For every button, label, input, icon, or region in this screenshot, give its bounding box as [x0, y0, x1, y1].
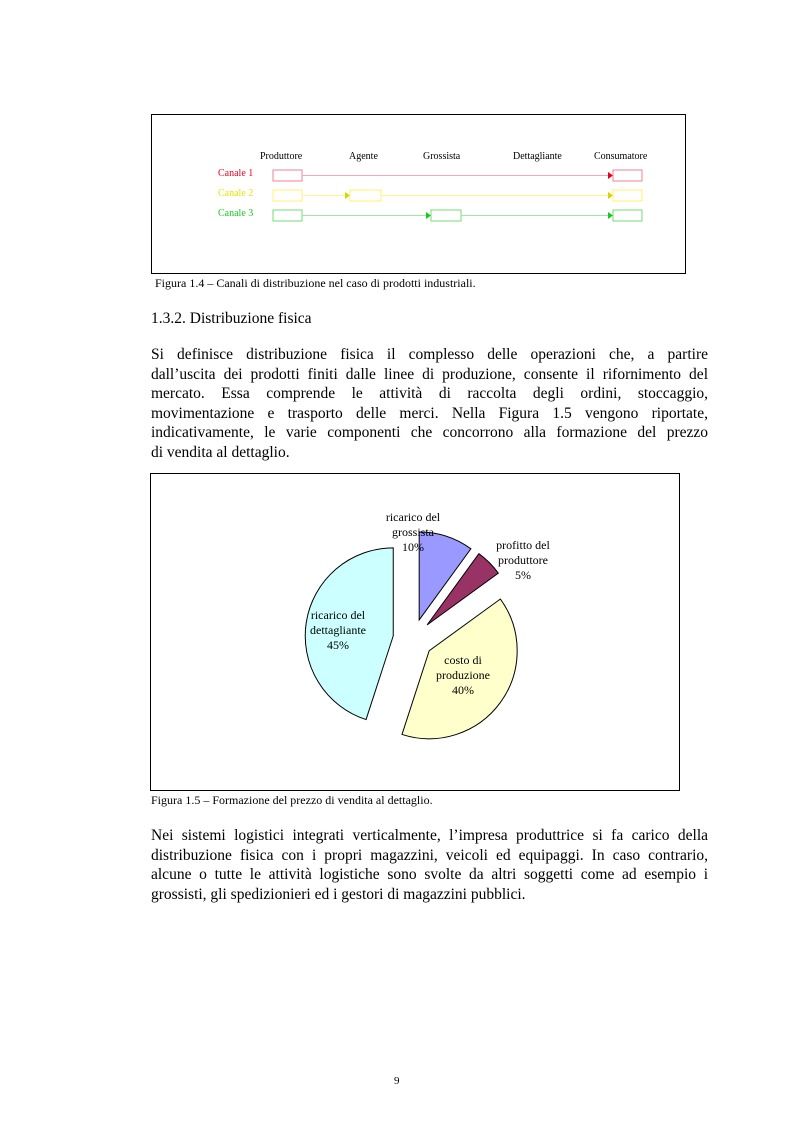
paragraph-1-line: Si definisce distribuzione fisica il complesso delle operazioni che, a partire	[151, 346, 708, 363]
price-pie-chart	[151, 474, 679, 790]
pie-label-ricarico-del-dettagliante: ricarico del dettagliante 45%	[310, 608, 366, 652]
channel-1-flow	[273, 170, 642, 181]
channel-3-box-grossista	[431, 210, 461, 221]
paragraph-2	[151, 826, 708, 904]
paragraph-1	[151, 345, 708, 462]
paragraph-2-line: alcune o tutte le attività logistiche sono svolte da altri soggetti come ad esempio i	[151, 866, 708, 883]
paragraph-1-line: indicativamente, le varie componenti che concorrono alla formazione del prezzo	[151, 424, 708, 441]
channel-3-label: Canale 3	[218, 208, 254, 219]
header-agente: Agente	[349, 151, 378, 162]
price-pie-figure	[150, 473, 680, 791]
channel-1-box-produttore	[273, 170, 302, 181]
channel-2-box-consumatore	[613, 190, 642, 201]
channel-2-flow	[273, 190, 642, 201]
header-grossista: Grossista	[423, 151, 461, 162]
channel-3-box-consumatore	[613, 210, 642, 221]
channel-3-box-produttore	[273, 210, 302, 221]
paragraph-2-line: distribuzione fisica con i propri magazzini, veicoli ed equipaggi. In caso contrario,	[151, 846, 708, 864]
header-dettagliante: Dettagliante	[513, 151, 562, 162]
channel-2-label: Canale 2	[218, 188, 254, 199]
paragraph-1-line: movimentazione e trasporto delle merci. Nella Figura 1.5 vengono riportate,	[151, 404, 708, 422]
figure-1-4-caption: Figura 1.4 – Canali di distribuzione nel caso di prodotti industriali.	[155, 276, 476, 290]
header-consumatore: Consumatore	[594, 151, 648, 162]
paragraph-1-line: di vendita al dettaglio.	[151, 443, 290, 461]
paragraph-1-line: dall’uscita dei prodotti finiti dalle linee di produzione, consente il rifornimento del	[151, 365, 708, 383]
channel-2-arrow-b	[608, 192, 613, 199]
channel-1-arrow	[608, 172, 613, 179]
channel-3-arrow-b	[608, 212, 613, 219]
channels-figure	[151, 114, 686, 274]
channel-3-flow	[273, 210, 642, 221]
pie-label-ricarico-del-grossista: ricarico del grossista 10%	[385, 510, 441, 554]
figure-1-5-caption: Figura 1.5 – Formazione del prezzo di vendita al dettaglio.	[151, 793, 433, 807]
channel-1-box-consumatore	[613, 170, 642, 181]
channel-1-label: Canale 1	[218, 168, 254, 179]
channel-2-box-agente	[350, 190, 381, 201]
paragraph-1-line: mercato. Essa comprende le attività di raccolta degli ordini, stoccaggio,	[151, 385, 708, 402]
paragraph-2-line: grossisti, gli spedizionieri ed i gestori di magazzini pubblici.	[151, 885, 526, 903]
page-number: 9	[394, 1075, 400, 1087]
channel-2-box-produttore	[273, 190, 302, 201]
pie-label-profitto-del-produttore: profitto del produttore 5%	[496, 538, 550, 582]
channel-3-arrow-a	[426, 212, 431, 219]
paragraph-2-line: Nei sistemi logistici integrati verticalmente, l’impresa produttrice si fa carico della	[151, 827, 708, 844]
header-produttore: Produttore	[260, 151, 303, 162]
channels-diagram	[152, 115, 685, 273]
section-title: 1.3.2. Distribuzione fisica	[151, 310, 312, 327]
channel-2-arrow-a	[345, 192, 350, 199]
pie-label-costo-di-produzione: costo di produzione 40%	[436, 653, 490, 697]
